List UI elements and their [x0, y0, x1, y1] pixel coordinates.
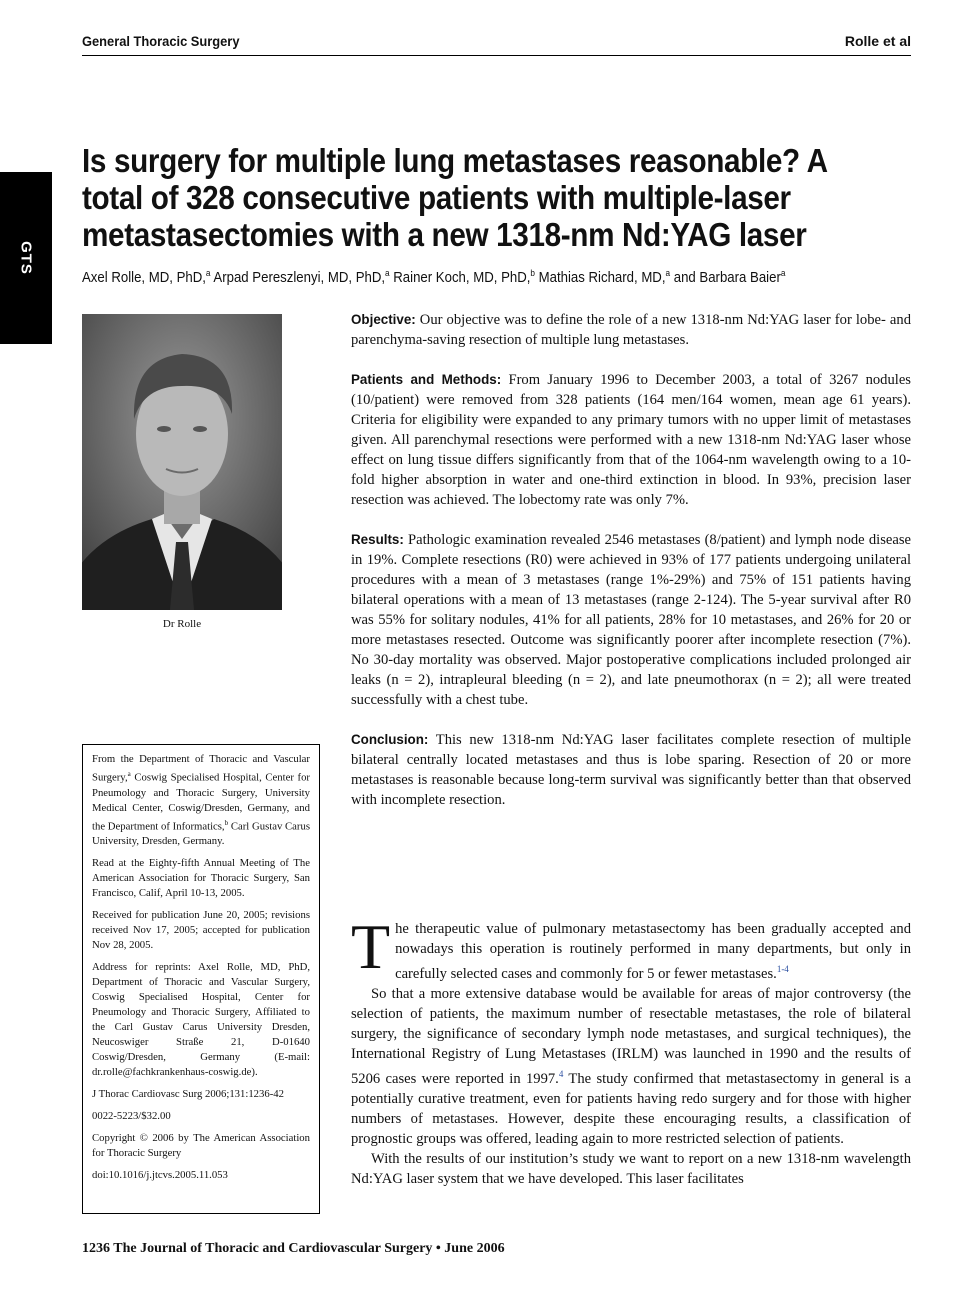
reprint-address: Address for reprints: Axel Rolle, MD, PhD, Department of Thoracic and Vascular Surgery, Coswig Specialised Hospital, Center for Pneumology and Thoracic Surgery, Affiliated to the Carl Gustav Carus University Dresden, Neucoswiger Straße 21, D-01640 Coswig/Dresden, Germany (E-mail: dr.rolle@fachkrankenhaus-coswig.de). — [92, 961, 310, 1079]
article-body — [351, 911, 912, 1189]
portrait-illustration — [82, 314, 282, 610]
author-affiliation-mark: a — [205, 268, 211, 278]
abstract-text: Our objective was to define the role of a new 1318-nm Nd:YAG laser for lobe- and parenchyma-saving resection of multiple lung metastases. — [351, 312, 911, 348]
author-portrait-photo — [82, 314, 282, 610]
reference-link[interactable]: 1-4 — [776, 964, 789, 974]
abstract-label: Results: — [351, 532, 404, 547]
author-affiliation-mark: b — [530, 268, 535, 278]
meeting-note: Read at the Eighty-fifth Annual Meeting of The American Association for Thoracic Surgery, San Francisco, Calif, April 10-13, 2005. — [92, 857, 310, 900]
abstract-label: Patients and Methods: — [351, 372, 502, 387]
reference-link[interactable]: 4 — [558, 1068, 564, 1079]
author: Rainer Koch, MD, PhD, — [389, 269, 531, 286]
abstract-conclusion — [351, 730, 911, 810]
affiliations: From the Department of Thoracic and Vascular Surgery,$^a$ Coswig Specialised Hospital, Center for Pneumology and Thoracic Surgery, University Medical Center, Coswig/Dresden, Germany, and the Department of Informatics,$^b$ Carl Gustav Carus University, Dresden, Germany. — [92, 753, 310, 848]
author-affiliation-mark: a — [665, 268, 671, 278]
author: and Barbara Baier — [670, 269, 781, 286]
abstract — [351, 310, 911, 830]
running-header-section: General Thoracic Surgery — [82, 33, 240, 49]
issn: 0022-5223/$32.00 — [92, 1110, 171, 1123]
author-affiliation-mark: a — [385, 268, 390, 278]
side-tab-label: GTS — [17, 241, 35, 275]
journal-citation: J Thorac Cardiovasc Surg 2006;131:1236-42 — [92, 1088, 284, 1101]
abstract-methods — [351, 370, 911, 510]
body-paragraph: The therapeutic value of pulmonary metastasectomy has been gradually accepted and nowadays this operation is routinely performed in many departments, but only in carefully selected cases and commonly for 5 or fewer metastases.$^{1-4}$ — [351, 911, 911, 982]
author-list — [82, 268, 901, 286]
article-info-box — [82, 744, 320, 1214]
page-footer: 1236 The Journal of Thoracic and Cardiovascular Surgery • June 2006 — [82, 1241, 505, 1256]
body-paragraph: With the results of our institution’s study we want to report on a new 1318-nm wavelength Nd:YAG laser system that we have developed. This laser facilitates — [351, 1150, 911, 1187]
author-affiliation-mark: a — [780, 268, 786, 278]
abstract-label: Conclusion: — [351, 732, 429, 747]
copyright: Copyright © 2006 by The American Association for Thoracic Surgery — [92, 1132, 310, 1160]
running-header-authors: Rolle et al — [844, 33, 911, 49]
photo-caption: Dr Rolle — [162, 618, 202, 630]
abstract-text: Pathologic examination revealed 2546 metastases (8/patient) and lymph node disease in 19%. Complete resections (R0) were achieved in 93% of 177 patients undergoing unilateral procedures with a mean of 3 metastases (range 1%-29%) and 75% of 151 patients having bilateral operations with a mean of 13 metastases (range 2-124). The 5-year survival after R0 was 55% for solitary nodules, 41% for all patients, 28% for 10 metastases, and 26% for 20 or more metastases resected. Outcome was significantly poorer after incomplete resection (7%). No 30-day mortality was observed. Major postoperative complications included prolonged air leaks (n = 2), intrapleural bleeding (n = 2), and late pneumothorax (n = 2); all were treated successfully with a chest tube. — [351, 532, 911, 708]
abstract-objective — [351, 310, 911, 350]
drop-cap: T — [351, 911, 391, 982]
author: Mathias Richard, MD, — [534, 269, 666, 286]
body-paragraph: So that a more extensive database would be available for areas of major controversy (the selection of patients, the maximum number of resectable metastases, the role of bilateral surgery, the significance of secondary lymph node metastases, and surgical techniques), the International Registry of Lung Metastases (IRLM) was launched in 1990 and the results of 5206 cases were reported in 1997.$^4$ The study confirmed that metastasectomy in general is a potentially curative treatment, even for patients having redo surgery and for those with higher numbers of metastases. However, despite these encouraging results, a classification of prognostic groups was offered, leading again to more restricted selection of patients. — [351, 985, 912, 1147]
header-rule — [82, 55, 911, 56]
article-title: Is surgery for multiple lung metastases reasonable? A total of 328 consecutive patients with multiple-laser metastasectomies with a new 1318-nm Nd:YAG laser — [82, 142, 827, 253]
doi: doi:10.1016/j.jtcvs.2005.11.053 — [92, 1169, 228, 1182]
author: Axel Rolle, MD, PhD, — [82, 269, 206, 286]
received-dates: Received for publication June 20, 2005; revisions received Nov 17, 2005; accepted for publication Nov 28, 2005. — [92, 909, 310, 952]
author: Arpad Pereszlenyi, MD, PhD, — [210, 269, 386, 286]
abstract-text: This new 1318-nm Nd:YAG laser facilitates complete resection of multiple bilateral centrally located metastases and thus is lobe sparing. Resection of 20 or more metastases is reasonable because long-term survival was significantly better than that observed with incomplete resection. — [351, 732, 911, 808]
abstract-text: From January 1996 to December 2003, a total of 3267 nodules (10/patient) were removed from 328 patients (164 men/164 women, mean age 61 years). Criteria for eligibility were expanded to any primary tumors with no upper limit of metastases given. All parenchymal resections were performed with a new 1318-nm Nd:YAG laser whose effect on lung tissue differs significantly from that of the 1064-nm wavelength owing to a 10-fold higher absorption in water and one-third extinction in blood. In 93%, precision laser resection was achieved. The lobectomy rate was only 7%. — [351, 372, 911, 508]
abstract-label: Objective: — [351, 312, 416, 327]
abstract-results — [351, 530, 911, 710]
section-side-tab — [0, 172, 52, 344]
